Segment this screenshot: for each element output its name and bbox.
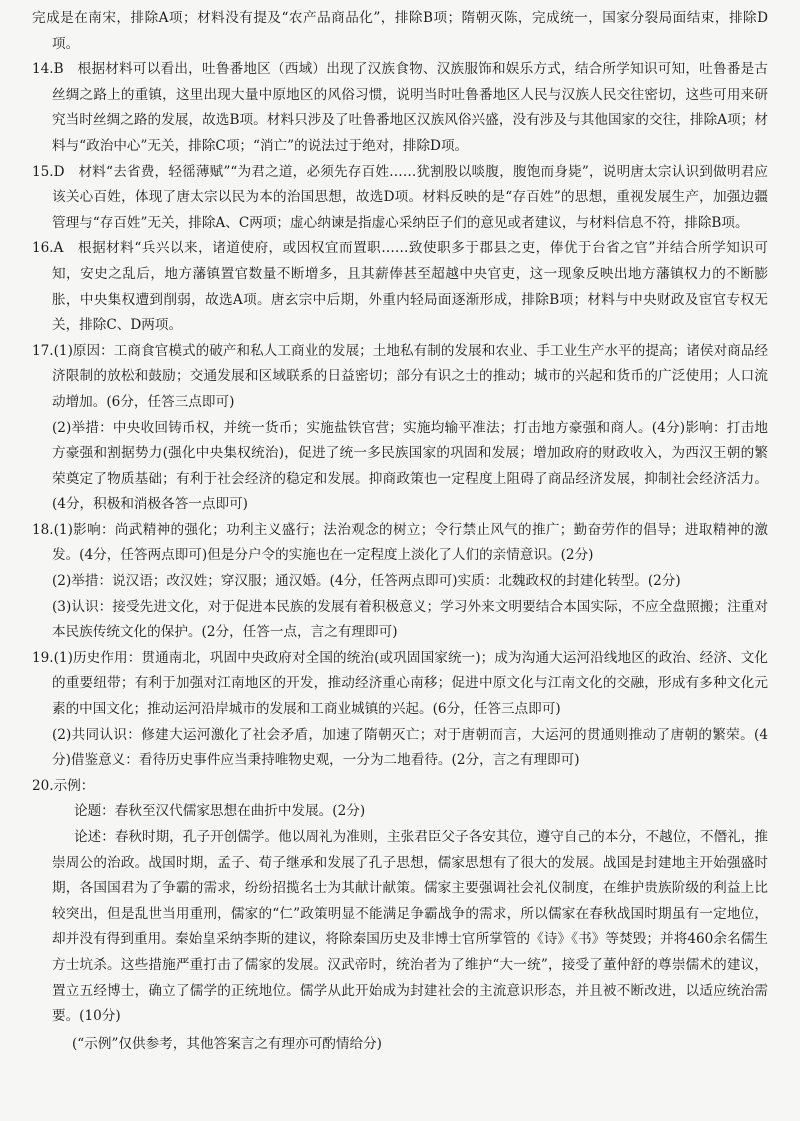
answer-20-note	[32, 1032, 768, 1058]
answer-17-2-text: (2)举措：中央收回铸币权，并统一货币；实施盐铁官营；实施均输平准法；打击地方豪强和商人。(4分)影响：打击地方豪强和割据势力(强化中央集权统治)，促进了统一多民族国家的巩固和发展；增加政府的财政收入，为西汉王朝的繁荣奠定了物质基础；有利于社会经济的稳定和发展。抑商政策也一定程度上阻碍了商品经济发展，抑制社会经济活力。(4分，积极和消极各答一点即可)	[52, 419, 768, 513]
answer-20-note-text: (“示例”仅供参考，其他答案言之有理亦可酌情给分)	[72, 1035, 382, 1052]
answer-15	[32, 160, 768, 237]
answer-18-2-text: (2)举措：说汉语；改汉姓；穿汉服；通汉婚。(4分，任答两点即可)实质：北魏政权的封建化转型。(2分)	[52, 573, 681, 590]
answer-20-topic-text: 论题：春秋至汉代儒家思想在曲折中发展。(2分)	[74, 803, 366, 820]
answer-20-body-text: 论述：春秋时期，孔子开创儒学。他以周礼为准则，主张君臣父子各安其位，遵守自己的本分，不越位，不僭礼，推崇周公的治政。战国时期，孟子、荀子继承和发展了孔子思想，儒家思想有了很大的发展。战国是封建地主开始强盛时期，各国国君为了争霸的需求，纷纷招揽名士为其献计献策。儒家主要强调社会礼仪制度，在维护贵族阶级的利益上比较突出，但是乱世当用重刑，儒家的“仁”政策明显不能满足争霸战争的需求，所以儒家在春秋战国时期虽有一定地位，却并没有得到重用。秦始皇采纳李斯的建议，将除秦国历史及非博士官所掌管的《诗》《书》等焚毁；并将460余名儒生方士坑杀。这些措施严重打击了儒家的发展。汉武帝时，统治者为了维护“大一统”，接受了董仲舒的尊崇儒术的建议，置立五经博士，确立了儒学的正统地位。儒学从此开始成为封建社会的主流意识形态，并且被不断改进，以适应统治需要。(10分)	[52, 829, 768, 1025]
answer-14	[32, 57, 768, 159]
answer-17-1-text: 17.(1)原因：工商食官模式的破产和私人工商业的发展；土地私有制的发展和农业、手工业生产水平的提高；诸侯对商品经济限制的放松和鼓励；交通发展和区域联系的日益密切；部分有识之士的推动；城市的兴起和货币的广泛使用；人口流动增加。(6分，任答三点即可)	[32, 342, 768, 410]
answer-19-part-1	[32, 646, 768, 723]
answer-20-body	[32, 825, 768, 1030]
answer-17-part-2	[32, 416, 768, 518]
answer-19-2-text: (2)共同认识：修建大运河激化了社会矛盾，加速了隋朝灭亡；对于唐朝而言，大运河的贯通则推动了唐朝的繁荣。(4分)借鉴意义：看待历史事件应当秉持唯物史观，一分为二地看待。(2分，言之有理即可)	[52, 726, 768, 769]
answer-20-heading	[32, 774, 768, 800]
answer-18-3-text: (3)认识：接受先进文化，对于促进本民族的发展有着积极意义；学习外来文明要结合本国实际，不应全盘照搬；注重对本民族传统文化的保护。(2分，任答一点，言之有理即可)	[52, 598, 768, 641]
answer-20-topic	[32, 799, 768, 825]
answer-18-part-2	[32, 569, 768, 595]
answer-19-part-2	[32, 723, 768, 774]
answer-18-part-1	[32, 518, 768, 569]
answer-18-1-text: 18.(1)影响：尚武精神的强化；功利主义盛行；法治观念的树立；令行禁止风气的推广；勤奋劳作的倡导；进取精神的激发。(4分，任答两点即可)但是分户令的实施也在一定程度上淡化了人们的亲情意识。(2分)	[32, 521, 768, 564]
answer-19-1-text: 19.(1)历史作用：贯通南北，巩固中央政府对全国的统治(或巩固国家统一)；成为沟通大运河沿线地区的政治、经济、文化的重要纽带；有利于加强对江南地区的开发，推动经济重心南移；促进中原文化与江南文化的交融，形成有多种文化元素的中国文化；推动运河沿岸城市的发展和工商业城镇的兴起。(6分，任答三点即可)	[32, 649, 768, 718]
answer-17-part-1	[32, 339, 768, 416]
answer-16-text: 16.A 根据材料“兵兴以来，诸道使府，或因权宜而置职……致使职多于郡县之吏，俸优于台省之官”并结合所学知识可知，安史之乱后，地方藩镇置官数量不断增多，且其薪俸甚至超越中央官吏，这一现象反映出地方藩镇权力的不断膨胀，中央集权遭到削弱，故选A项。唐玄宗中后期，外重内轻局面逐渐形成，排除B项；材料与中央财政及宦官专权无关，排除C、D两项。	[32, 240, 768, 334]
answer-18-part-3	[32, 595, 768, 646]
answer-13-continuation	[32, 6, 768, 57]
answer-14-text: 14.B 根据材料可以看出，吐鲁番地区（西域）出现了汉族食物、汉族服饰和娱乐方式，结合所学知识可知，吐鲁番是古丝绸之路上的重镇，这里出现大量中原地区的风俗习惯，说明当时吐鲁番地区人民与汉族人民交往密切，这些可用来研究当时丝绸之路的发展，故选B项。材料只涉及了吐鲁番地区汉族风俗兴盛，没有涉及与其他国家的交往，排除A项；材料与“政治中心”无关，排除C项；“消亡”的说法过于绝对，排除D项。	[32, 61, 768, 154]
answer-13-text: 完成是在南宋，排除A项；材料没有提及“农产品商品化”，排除B项；隋朝灭陈，完成统一，国家分裂局面结束，排除D项。	[32, 10, 768, 52]
answer-15-text: 15.D 材料“去省费，轻徭薄赋”“为君之道，必须先存百姓……犹割股以啖腹，腹饱而身毙”，说明唐太宗认识到做明君应该关心百姓，体现了唐太宗以民为本的治国思想，故选D项。材料反映的是“存百姓”的思想，重视发展生产，加强边疆管理与“存百姓”无关，排除A、C两项；虚心纳谏是指虚心采纳臣子们的意见或者建议，与材料信息不符，排除B项。	[32, 163, 768, 231]
answer-20-heading-text: 20.示例：	[32, 777, 95, 794]
answer-16	[32, 236, 768, 338]
